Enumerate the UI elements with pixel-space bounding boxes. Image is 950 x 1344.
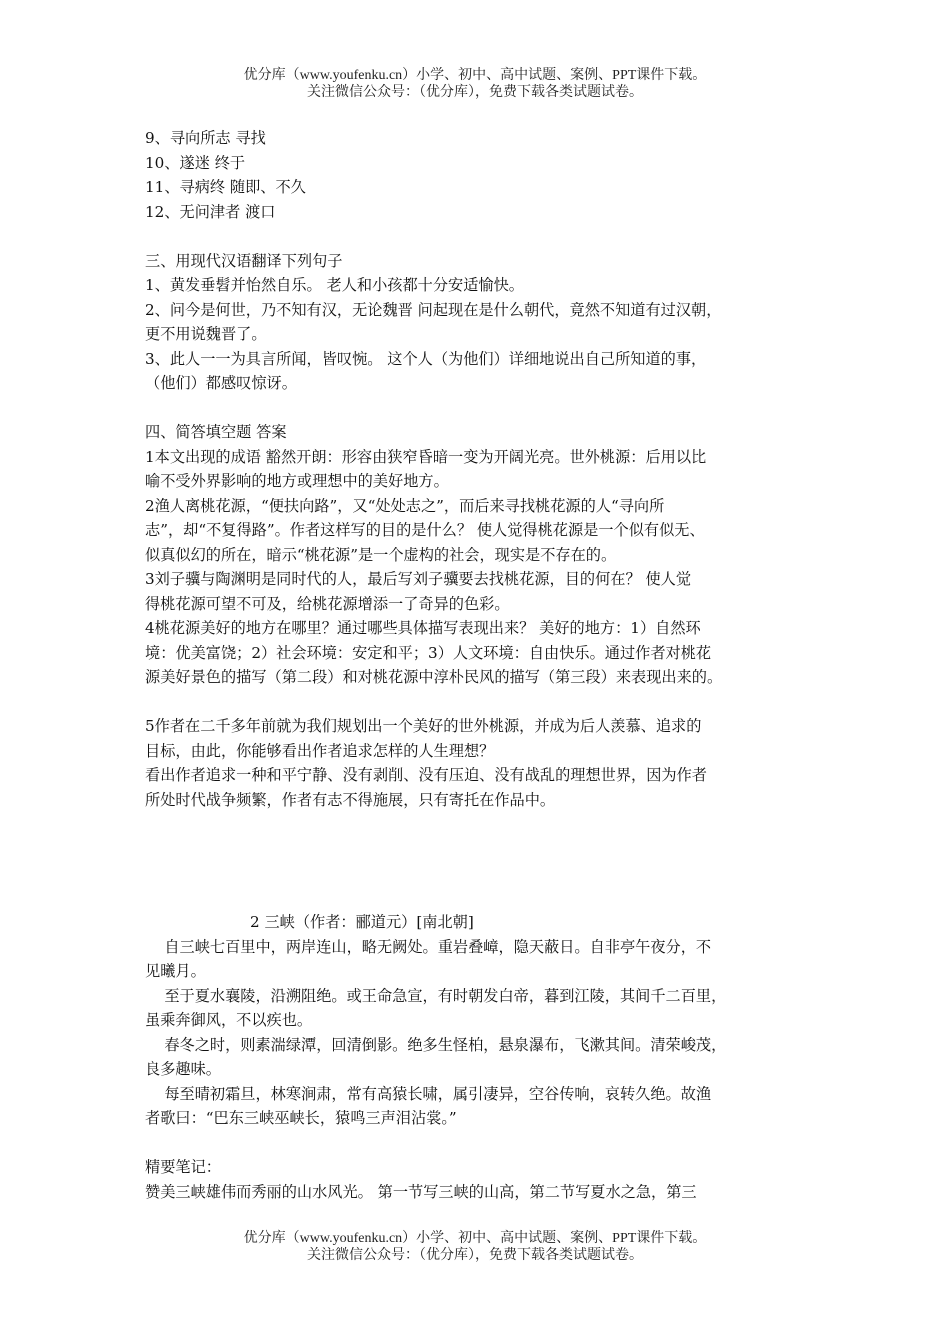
sanxia-line: 见曦月。 xyxy=(145,962,206,980)
sanxia-line: 自三峡七百里中，两岸连山，略无阙处。重岩叠嶂，隐天蔽日。自非亭午夜分，不 xyxy=(164,937,712,956)
spacer xyxy=(145,812,825,910)
document-body xyxy=(145,126,825,1204)
footer-line-1: 优分库（www.youfenku.cn）小学、初中、高中试题、案例、PPT课件下载。 xyxy=(243,1231,707,1246)
vocab-item: 12、无问津者 渡口 xyxy=(145,202,276,221)
section-3-line: 更不用说魏晋了。 xyxy=(145,325,267,343)
section-4-line: 目标，由此，你能够看出作者追求怎样的人生理想？ xyxy=(145,741,495,760)
footer-line-2: 关注微信公众号：（优分库），免费下载各类试题试卷。 xyxy=(307,1248,643,1263)
spacer xyxy=(145,1131,825,1156)
header-line-1: 优分库（www.youfenku.cn）小学、初中、高中试题、案例、PPT课件下载。 xyxy=(243,68,707,83)
section-3-line: 1、黄发垂髫并怡然自乐。 老人和小孩都十分安适愉快。 xyxy=(145,276,524,294)
vocab-item: 11、寻病终 随即、不久 xyxy=(145,178,306,196)
section-3-title: 三、用现代汉语翻译下列句子 xyxy=(145,251,343,270)
section-4-line: 喻不受外界影响的地方或理想中的美好地方。 xyxy=(145,472,449,490)
header-line-2: 关注微信公众号：（优分库），免费下载各类试题试卷。 xyxy=(307,85,643,100)
sanxia-text xyxy=(145,935,825,1131)
section-4-title: 四、简答填空题 答案 xyxy=(145,423,287,441)
section-4-line: 4桃花源美好的地方在哪里？通过哪些具体描写表现出来？ 美好的地方：1）自然环 xyxy=(145,619,701,637)
notes-title: 精要笔记： xyxy=(145,1158,221,1176)
section-3-line: 2、问今是何世，乃不知有汉，无论魏晋 问起现在是什么朝代，竟然不知道有过汉朝， xyxy=(145,300,722,319)
page-header xyxy=(0,67,950,101)
vocab-item: 9、寻向所志 寻找 xyxy=(145,129,266,147)
section-4-line: 2渔人离桃花源，“便扶向路”，又“处处志之”，而后来寻找桃花源的人“寻向所 xyxy=(145,496,665,515)
section-4-line: 1本文出现的成语 豁然开朗：形容由狭窄昏暗一变为开阔光亮。世外桃源：后用以比 xyxy=(145,447,707,466)
section-3-line: （他们）都感叹惊讶。 xyxy=(145,374,297,392)
notes-line: 赞美三峡雄伟而秀丽的山水风光。 第一节写三峡的山高，第二节写夏水之急，第三 xyxy=(145,1182,697,1201)
section-3-line: 3、此人一一为具言所闻，皆叹惋。 这个人（为他们）详细地说出自己所知道的事， xyxy=(145,349,707,368)
sanxia-title: 2 三峡（作者：郦道元）[南北朝] xyxy=(250,913,474,931)
section-4-line: 似真似幻的所在，暗示“桃花源”是一个虚构的社会，现实是不存在的。 xyxy=(145,545,617,564)
section-4-line: 3刘子骥与陶渊明是同时代的人，最后写刘子骥要去找桃花源，目的何在？ 使人觉 xyxy=(145,570,692,588)
spacer xyxy=(145,690,825,715)
sanxia-line: 者歌曰：“巴东三峡巫峡长，猿鸣三声泪沾裳。” xyxy=(145,1109,457,1127)
spacer xyxy=(145,224,825,249)
section-4-line: 看出作者追求一种和平宁静、没有剥削、没有压迫、没有战乱的理想世界，因为作者 xyxy=(145,766,707,784)
sanxia-line: 春冬之时，则素湍绿潭，回清倒影。绝多生怪柏，悬泉瀑布，飞漱其间。清荣峻茂， xyxy=(164,1035,727,1054)
section-4-line: 境：优美富饶；2）社会环境：安定和平；3）人文环境：自由快乐。通过作者对桃花 xyxy=(145,643,712,662)
sanxia-line: 良多趣味。 xyxy=(145,1060,221,1078)
section-4-line: 源美好景色的描写（第二段）和对桃花源中淳朴民风的描写（第三段）来表现出来的。 xyxy=(145,668,723,686)
vocab-item: 10、遂迷 终于 xyxy=(145,153,246,172)
section-4-line: 5作者在二千多年前就为我们规划出一个美好的世外桃源，并成为后人羡慕、追求的 xyxy=(145,717,702,735)
sanxia-line: 虽乘奔御风，不以疾也。 xyxy=(145,1011,313,1029)
page-footer xyxy=(0,1230,950,1264)
sanxia-line: 每至晴初霜旦，林寒涧肃，常有高猿长啸，属引凄异，空谷传响，哀转久绝。故渔 xyxy=(164,1084,712,1103)
spacer xyxy=(145,396,825,421)
section-4-line: 得桃花源可望不可及，给桃花源增添一了奇异的色彩。 xyxy=(145,594,510,613)
section-4-line: 志”，却“不复得路”。作者这样写的目的是什么？ 使人觉得桃花源是一个似有似无、 xyxy=(145,521,705,539)
section-4-line: 所处时代战争频繁，作者有志不得施展，只有寄托在作品中。 xyxy=(145,790,556,809)
sanxia-line: 至于夏水襄陵，沿溯阻绝。或王命急宣，有时朝发白帝，暮到江陵，其间千二百里， xyxy=(164,986,727,1005)
